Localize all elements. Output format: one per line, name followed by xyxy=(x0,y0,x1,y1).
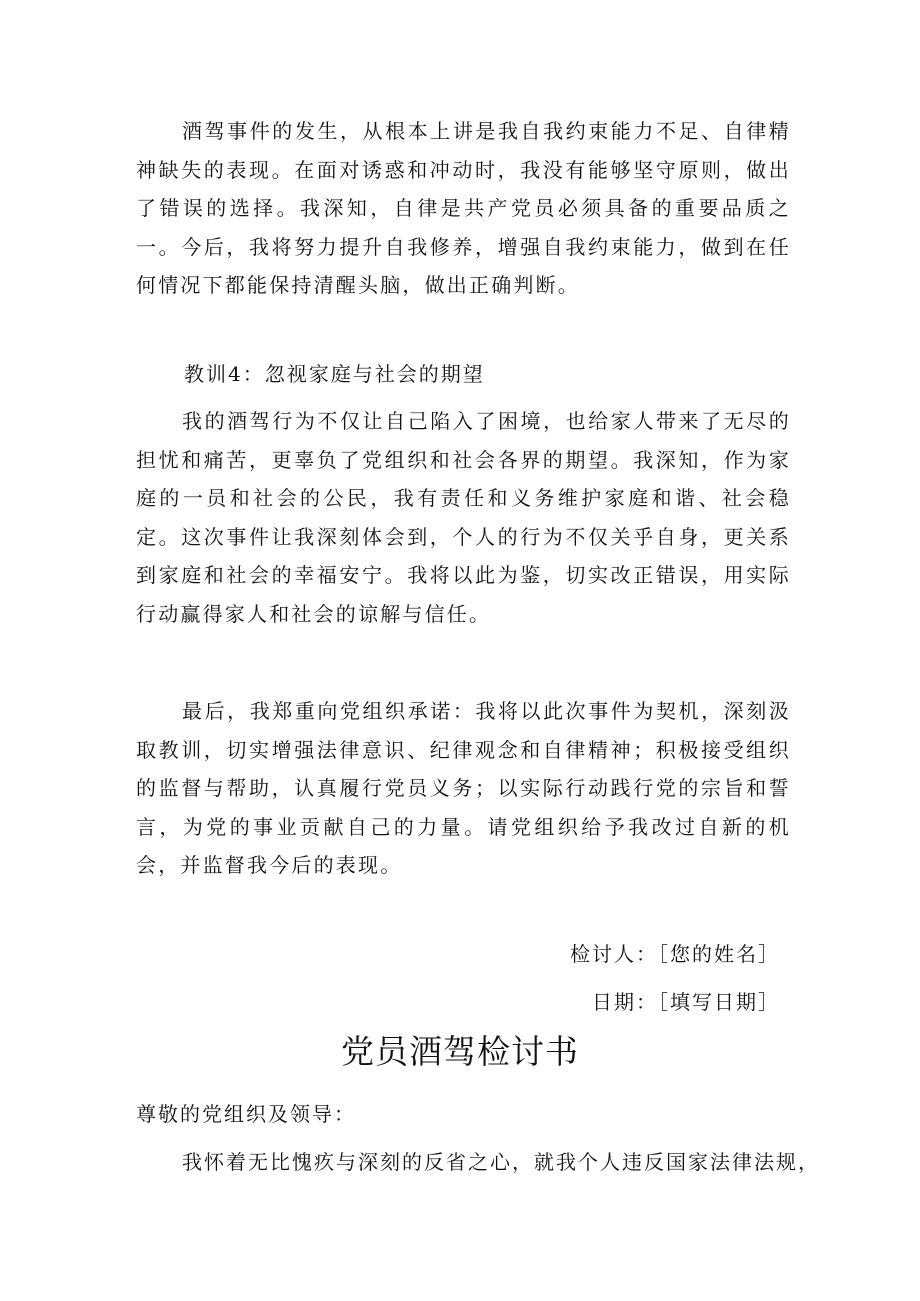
document-title: 党员酒驾检讨书 xyxy=(341,1032,579,1071)
paragraph-family-society: 我的酒驾行为不仅让自己陷入了困境，也给家人带来了无尽的担忧和痛苦，更辜负了党组织和社会各界的期望。我深知，作为家庭的一员和社会的公民，我有责任和义务维护家庭和谐、社会稳定。这次事件让我深刻体会到，个人的行为不仅关乎自身，更关系到家庭和社会的幸福安宁。我将以此为鉴，切实改正错误，用实际行动赢得家人和社会的谅解与信任。 xyxy=(136,409,791,626)
salutation: 尊敬的党组织及领导： xyxy=(136,1102,356,1126)
paragraph-commitment: 最后，我郑重向党组织承诺：我将以此次事件为契机，深刻汲取教训，切实增强法律意识、纪律观念和自律精神；积极接受组织的监督与帮助，认真履行党员义务；以实际行动践行党的宗旨和誓言，为党的事业贡献自己的力量。请党组织给予我改过自新的机会，并监督我今后的表现。 xyxy=(136,699,791,878)
paragraph-self-discipline: 酒驾事件的发生，从根本上讲是我自我约束能力不足、自律精神缺失的表现。在面对诱惑和冲动时，我没有能够坚守原则，做出了错误的选择。我深知，自律是共产党员必须具备的重要品质之一。今后，我将努力提升自我修养，增强自我约束能力，做到在任何情况下都能保持清醒头脑，做出正确判断。 xyxy=(136,119,791,298)
signature-date: 日期：［填写日期］ xyxy=(592,990,780,1014)
signature-reviewer: 检讨人：［您的姓名］ xyxy=(570,942,780,966)
opening-line: 我怀着无比愧疚与深刻的反省之心，就我个人违反国家法律法规， xyxy=(182,1150,820,1174)
lesson-4-heading: 教训4：忽视家庭与社会的期望 xyxy=(184,362,485,386)
